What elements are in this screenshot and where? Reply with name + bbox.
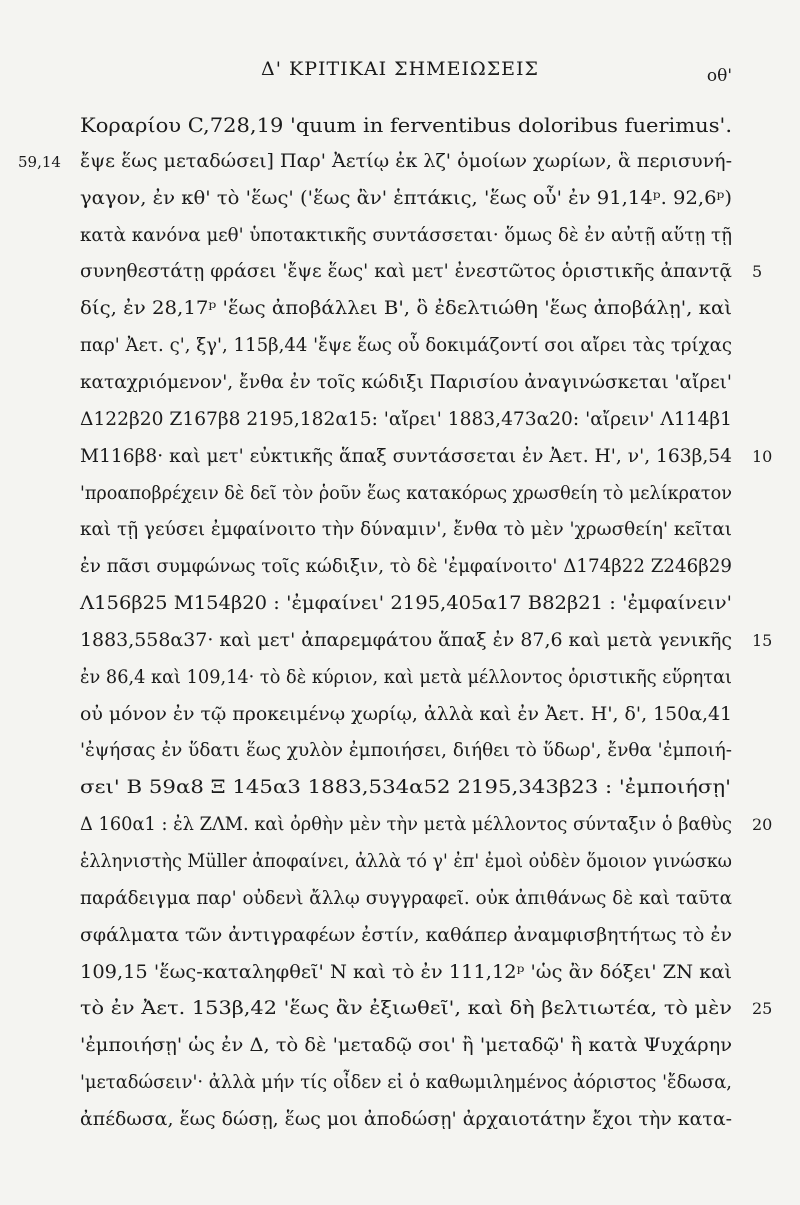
- margin-reference-number: 59,14: [18, 152, 61, 171]
- line-number: 25: [752, 999, 773, 1019]
- text-line: [80, 584, 740, 624]
- text-line: [80, 768, 740, 808]
- line-number: 5: [752, 262, 763, 282]
- text-line-content: 'ἐψήσας ἐν ὕδατι ἕως χυλὸν ἐμποιήσει, διήθει τὸ ὕδωρ', ἔνθα 'ἐμποιή-: [80, 740, 732, 762]
- text-line: [80, 879, 740, 919]
- text-line: [80, 142, 740, 182]
- text-line-content: γαγον, ἐν κθ' τὸ 'ἕως' ('ἕως ἂν' ἑπτάκις, 'ἕως οὗ' ἐν 91,14ᵖ. 92,6ᵖ): [80, 187, 732, 209]
- text-line: [80, 989, 740, 1029]
- text-line-content: δίς, ἐν 28,17ᵖ 'ἕως ἀποβάλλει Β', ὃ ἐδελτιώθη 'ἕως ἀποβάλῃ', καὶ: [80, 298, 732, 320]
- text-line-content: τὸ ἐν Ἀετ. 153β,42 'ἕως ἂν ἐξιωθεῖ', καὶ δὴ βελτιωτέα, τὸ μὲν: [80, 998, 732, 1020]
- text-line-content: 1883,558α37· καὶ μετ' ἀπαρεμφάτου ἅπαξ ἐν 87,6 καὶ μετὰ γενικῆς: [80, 629, 732, 651]
- text-line: [80, 842, 740, 882]
- text-line-content: ἀπέδωσα, ἕως δώσῃ, ἕως μοι ἀποδώσῃ' ἀρχαιοτάτην ἔχοι τὴν κατα-: [80, 1108, 732, 1130]
- text-line: [80, 621, 740, 661]
- text-line: [80, 510, 740, 550]
- text-line-content: καὶ τῇ γεύσει ἐμφαίνοιτο τὴν δύναμιν', ἔνθα τὸ μὲν 'χρωσθείη' κεῖται: [80, 519, 732, 541]
- text-line: [80, 731, 740, 771]
- text-line: [80, 216, 740, 256]
- text-line-content: ἔψε ἕως μεταδώσει] Παρ' Ἀετίῳ ἐκ λζ' ὁμοίων χωρίων, ἃ περισυνή-: [80, 150, 732, 172]
- text-line-content: παράδειγμα παρ' οὐδενὶ ἄλλῳ συγγραφεῖ. οὐκ ἀπιθάνως δὲ καὶ ταῦτα: [80, 887, 732, 909]
- text-line: [80, 474, 740, 514]
- line-number: 10: [752, 446, 773, 466]
- text-line-content: σει' Β 59α8 Ξ 145α3 1883,534α52 2195,343β23 : 'ἐμποιήσῃ': [80, 777, 732, 799]
- text-line-content: Δ122β20 Ζ167β8 2195,182α15: 'αἴρει' 1883,473α20: 'αἴρειν' Λ114β1: [80, 408, 732, 430]
- text-line: [80, 695, 740, 735]
- text-line: [80, 953, 740, 993]
- text-line-content: ἑλληνιστὴς Müller ἀποφαίνει, ἀλλὰ τό γ' ἐπ' ἐμοὶ οὐδὲν ὅμοιον γινώσκω: [80, 851, 732, 872]
- text-line-content: 'προαποβρέχειν δὲ δεῖ τὸν ῥοῦν ἕως κατακόρως χρωσθείη τὸ μελίκρατον: [80, 482, 732, 504]
- text-line-content: 'ἐμποιήσῃ' ὡς ἐν Δ, τὸ δὲ 'μεταδῷ σοι' ἢ 'μεταδῷ' ἢ κατὰ Ψυχάρην: [80, 1035, 732, 1057]
- page-title: Δ' ΚΡΙΤΙΚΑΙ ΣΗΜΕΙΩΣΕΙΣ: [261, 58, 539, 80]
- text-line-content: συνηθεστάτῃ φράσει 'ἔψε ἕως' καὶ μετ' ἐνεστῶτος ὁριστικῆς ἀπαντᾷ: [80, 261, 732, 283]
- text-line: [80, 805, 740, 845]
- text-line: [80, 179, 740, 219]
- text-line: [80, 105, 740, 145]
- text-line: [80, 437, 740, 477]
- line-number: 20: [752, 815, 773, 835]
- text-line-content: 'μεταδώσειν'· ἀλλὰ μήν τίς οἶδεν εἰ ὁ καθωμιλημένος ἀόριστος 'ἔδωσα,: [80, 1072, 732, 1094]
- text-line: [80, 252, 740, 292]
- text-line: [80, 1026, 740, 1066]
- text-line-content: Κοραρίου C,728,19 'quum in ferventibus doloribus fuerimus'.: [80, 113, 732, 137]
- text-line-content: οὐ μόνον ἐν τῷ προκειμένῳ χωρίῳ, ἀλλὰ καὶ ἐν Ἀετ. Η', δ', 150α,41: [80, 703, 732, 725]
- text-line-content: Μ116β8· καὶ μετ' εὐκτικῆς ἅπαξ συντάσσεται ἐν Ἀετ. Η', ν', 163β,54: [80, 445, 732, 467]
- text-line: [80, 547, 740, 587]
- text-line: [80, 658, 740, 698]
- running-header: [0, 58, 800, 88]
- text-line-content: Δ 160α1 : ἐλ ΖΛΜ. καὶ ὀρθὴν μὲν τὴν μετὰ μέλλοντος σύνταξιν ὁ βαθὺς: [80, 814, 732, 836]
- text-line: [80, 1063, 740, 1103]
- text-line: [80, 916, 740, 956]
- text-line-content: σφάλματα τῶν ἀντιγραφέων ἐστίν, καθάπερ ἀναμφισβητήτως τὸ ἐν: [80, 924, 732, 946]
- text-line-content: καταχριόμενον', ἔνθα ἐν τοῖς κώδιξι Παρισίου ἀναγινώσκεται 'αἴρει': [80, 371, 732, 393]
- text-line-content: 109,15 'ἕως-καταληφθεῖ' Ν καὶ τὸ ἐν 111,12ᵖ 'ὡς ἂν δόξει' ΖΝ καὶ: [80, 961, 732, 983]
- text-line-content: κατὰ κανόνα μεθ' ὑποτακτικῆς συντάσσεται· ὅμως δὲ ἐν αὐτῇ αὕτῃ τῇ: [80, 224, 732, 246]
- text-line: [80, 289, 740, 329]
- line-number: 15: [752, 630, 773, 650]
- text-line-content: παρ' Ἀετ. ς', ξγ', 115β,44 'ἔψε ἕως οὗ δοκιμάζοντί σοι αἴρει τὰς τρίχας: [80, 335, 732, 357]
- text-line: [80, 1100, 740, 1140]
- text-line: [80, 326, 740, 366]
- text-line: [80, 363, 740, 403]
- text-line-content: Λ156β25 Μ154β20 : 'ἐμφαίνει' 2195,405α17 Β82β21 : 'ἐμφαίνειν': [80, 593, 732, 615]
- text-line: [80, 400, 740, 440]
- page-number: οθ': [706, 66, 732, 86]
- text-line-content: ἐν 86,4 καὶ 109,14· τὸ δὲ κύριον, καὶ μετὰ μέλλοντος ὁριστικῆς εὕρηται: [80, 666, 732, 688]
- text-line-content: ἐν πᾶσι συμφώνως τοῖς κώδιξιν, τὸ δὲ 'ἐμφαίνοιτο' Δ174β22 Ζ246β29: [80, 556, 732, 578]
